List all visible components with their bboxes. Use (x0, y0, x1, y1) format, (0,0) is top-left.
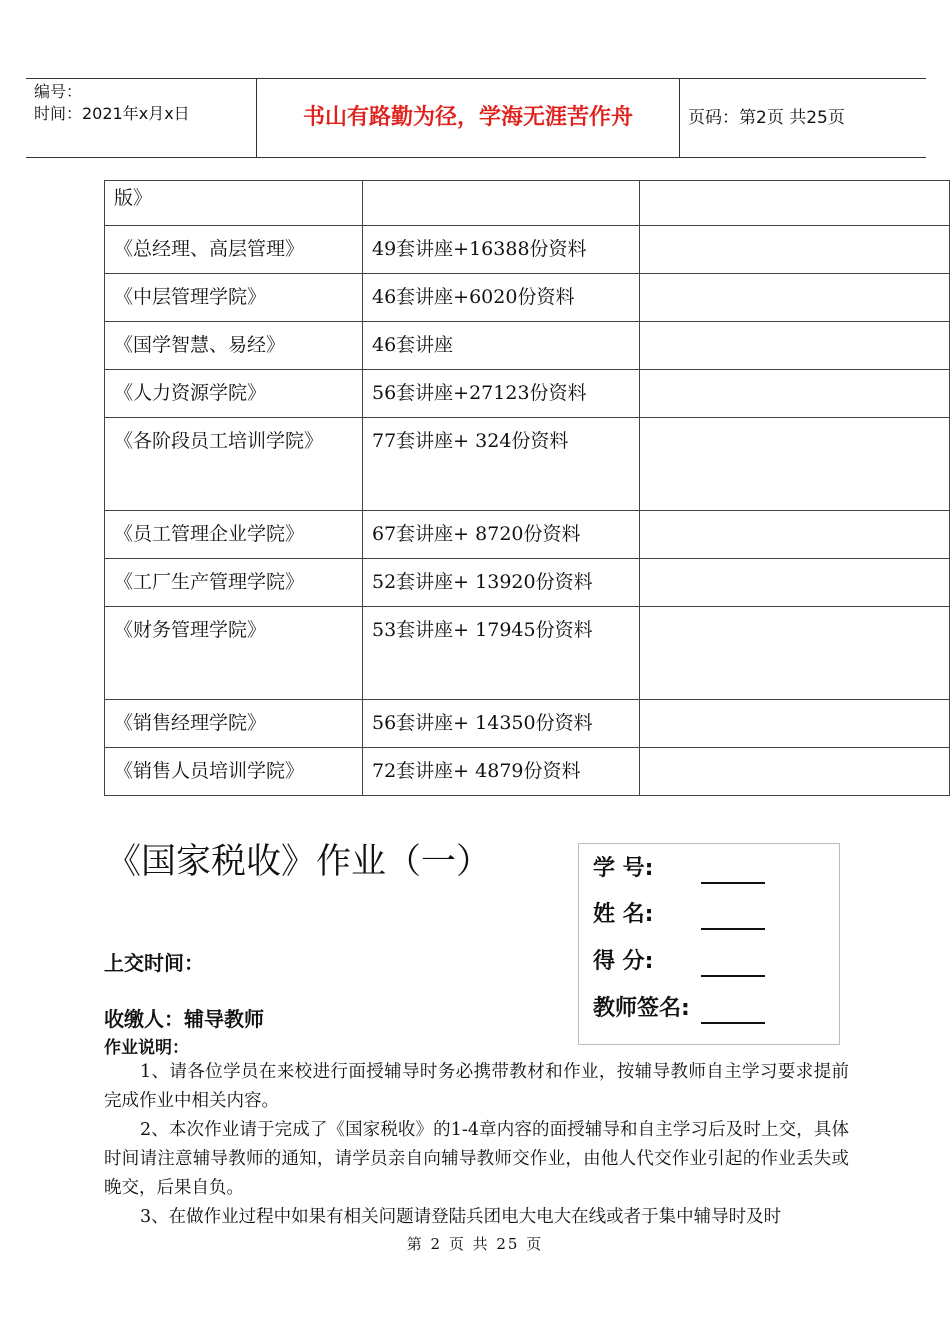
student-id-row (593, 854, 765, 884)
name-blank[interactable] (701, 906, 765, 930)
table-cell-empty (640, 370, 950, 418)
table-cell-detail: 56套讲座+ 14350份资料 (363, 700, 640, 748)
instruction-paragraph: 3、在做作业过程中如果有相关问题请登陆兵团电大电大在线或者于集中辅导时及时 (140, 1207, 782, 1227)
table-cell-name: 《工厂生产管理学院》 (105, 559, 363, 607)
submit-time-label: 上交时间： (104, 951, 204, 975)
assignment-title: 《国家税收》作业（一） (106, 842, 492, 882)
score-label: 得 分: (593, 949, 654, 974)
table-cell-empty (640, 181, 950, 226)
table-cell-name: 《国学智慧、易经》 (105, 322, 363, 370)
student-id-label: 学 号: (593, 856, 654, 881)
score-blank[interactable] (701, 953, 765, 977)
table-cell-empty (640, 226, 950, 274)
table-row (105, 274, 950, 322)
teacher-sign-blank[interactable] (701, 1000, 765, 1024)
table-cell-detail: 53套讲座+ 17945份资料 (363, 607, 640, 700)
name-label: 姓 名: (593, 902, 654, 927)
page-footer: 第 2 页 共 25 页 (406, 1235, 544, 1253)
header-divider (256, 79, 257, 157)
table-row (105, 607, 950, 700)
table-cell-name: 《财务管理学院》 (105, 607, 363, 700)
time-label: 时间：2021年x月x日 (34, 104, 190, 123)
table-cell-name: 《人力资源学院》 (105, 370, 363, 418)
catalog-table (104, 180, 950, 796)
table-cell-name: 版》 (105, 181, 363, 226)
table-cell-empty (640, 274, 950, 322)
table-cell-name: 《销售经理学院》 (105, 700, 363, 748)
instruction-paragraph: 1、请各位学员在来校进行面授辅导时务必携带教材和作业，按辅导教师自主学习要求提前完成作业中相关内容。 (104, 1062, 849, 1111)
table-cell-detail: 52套讲座+ 13920份资料 (363, 559, 640, 607)
table-row (105, 370, 950, 418)
table-row (105, 418, 950, 511)
header-motto: 书山有路勤为径，学海无涯苦作舟 (302, 105, 633, 130)
table-cell-empty (640, 559, 950, 607)
student-id-blank[interactable] (701, 860, 765, 884)
table-row (105, 181, 950, 226)
table-cell-name: 《员工管理企业学院》 (105, 511, 363, 559)
student-info-box (578, 843, 840, 1045)
table-cell-detail: 46套讲座+6020份资料 (363, 274, 640, 322)
teacher-sign-row (593, 994, 765, 1024)
table-cell-name: 《各阶段员工培训学院》 (105, 418, 363, 511)
name-row (593, 900, 765, 930)
table-cell-detail: 49套讲座+16388份资料 (363, 226, 640, 274)
table-row (105, 322, 950, 370)
table-cell-empty (640, 700, 950, 748)
table-row (105, 700, 950, 748)
table-row (105, 559, 950, 607)
table-cell-name: 《中层管理学院》 (105, 274, 363, 322)
score-row (593, 947, 765, 977)
table-cell-detail (363, 181, 640, 226)
table-cell-detail: 56套讲座+27123份资料 (363, 370, 640, 418)
table-cell-empty (640, 418, 950, 511)
serial-label: 编号： (34, 82, 83, 101)
table-row (105, 511, 950, 559)
table-cell-empty (640, 748, 950, 796)
header-meta (34, 81, 190, 125)
teacher-sign-label: 教师签名: (593, 996, 690, 1021)
instruction-paragraph: 2、本次作业请于完成了《国家税收》的1-4章内容的面授辅导和自主学习后及时上交，具体时间请注意辅导教师的通知，请学员亲自向辅导教师交作业，由他人代交作业引起的作业丢失或晚交，后果自负。 (104, 1120, 849, 1198)
table-cell-detail: 77套讲座+ 324份资料 (363, 418, 640, 511)
table-cell-detail: 46套讲座 (363, 322, 640, 370)
table-row (105, 226, 950, 274)
table-cell-detail: 67套讲座+ 8720份资料 (363, 511, 640, 559)
collector-label: 收缴人：辅导教师 (104, 1007, 264, 1031)
instructions-label: 作业说明： (104, 1038, 189, 1058)
table-cell-empty (640, 322, 950, 370)
table-cell-empty (640, 607, 950, 700)
table-cell-detail: 72套讲座+ 4879份资料 (363, 748, 640, 796)
table-row (105, 748, 950, 796)
page-header (26, 78, 926, 158)
page-number-label: 页码：第2页 共25页 (688, 108, 845, 128)
table-cell-empty (640, 511, 950, 559)
instructions-body (104, 1058, 849, 1232)
table-cell-name: 《销售人员培训学院》 (105, 748, 363, 796)
table-cell-name: 《总经理、高层管理》 (105, 226, 363, 274)
header-divider (679, 79, 680, 157)
